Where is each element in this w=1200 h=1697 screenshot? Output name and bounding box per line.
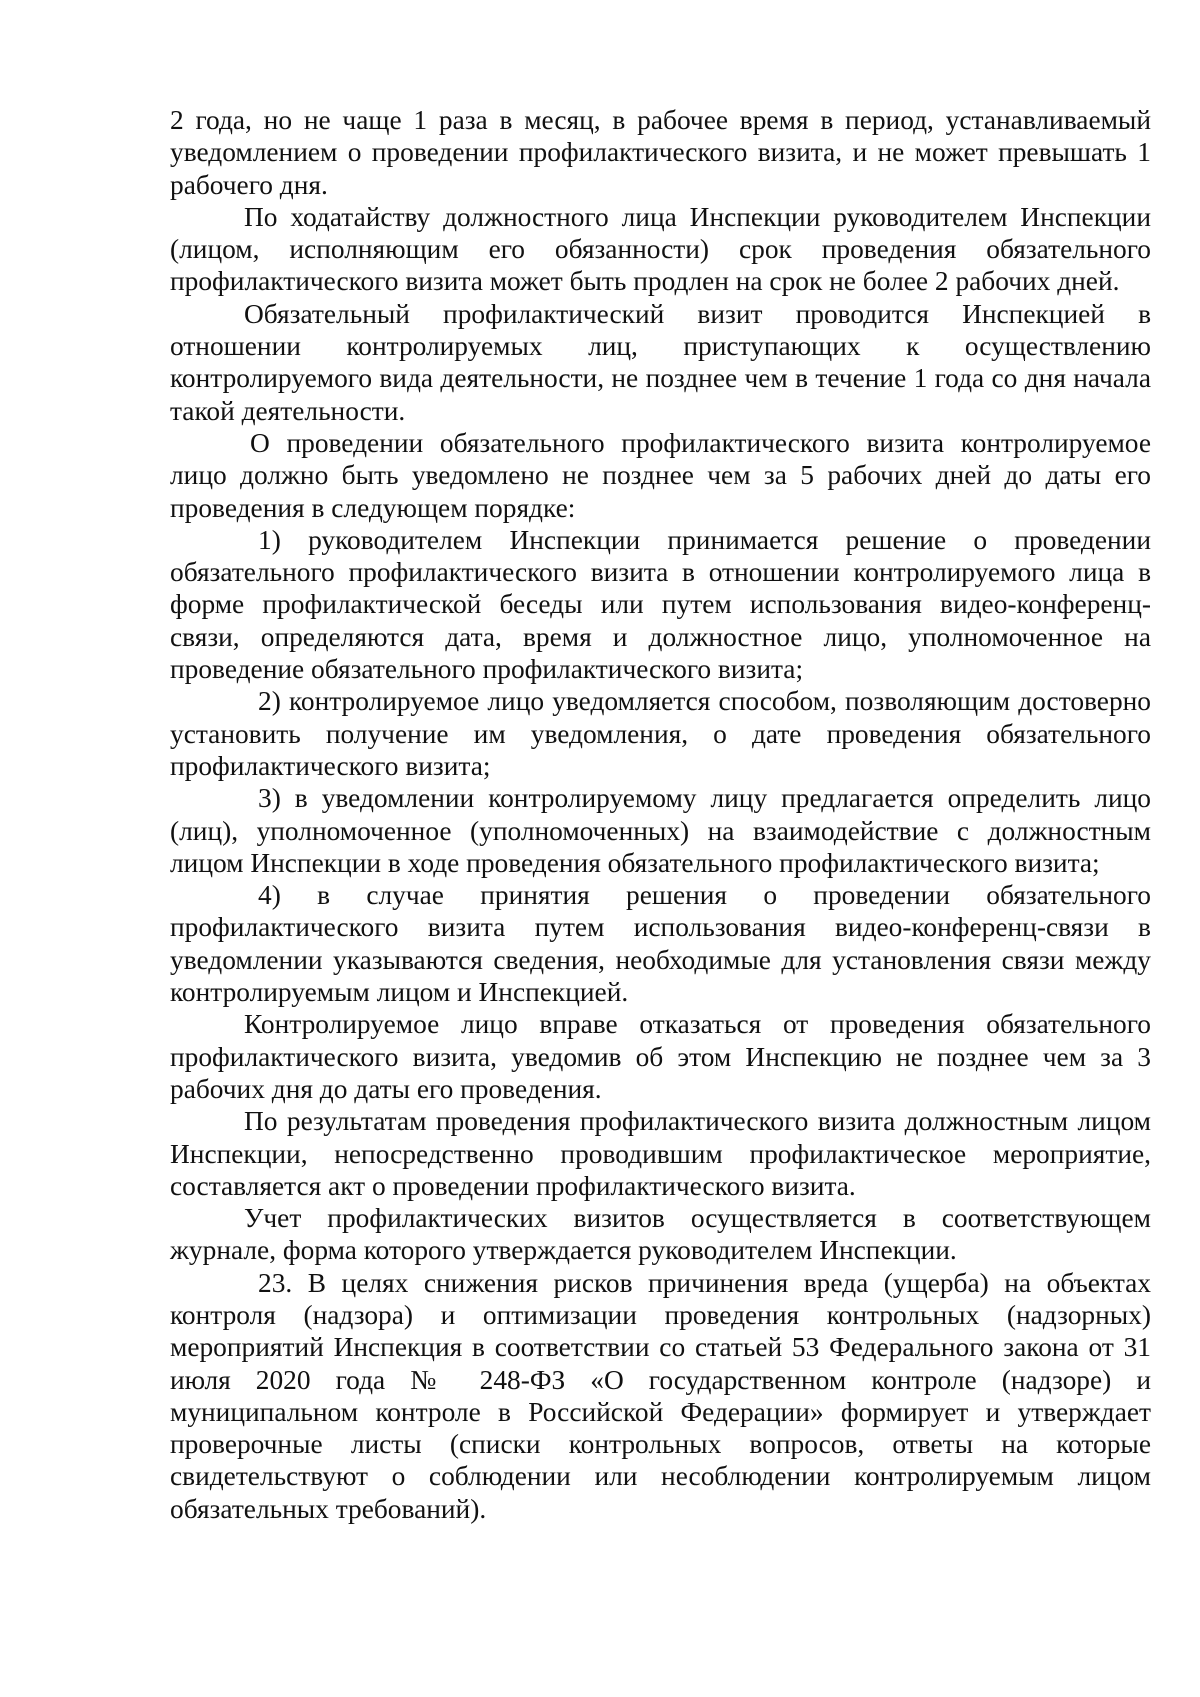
paragraph-journal: Учет профилактических визитов осуществляется в соответствующем журнале, форма которого утверждается руководителем Инспекции. [170, 1203, 1151, 1266]
paragraph-notification: О проведении обязательного профилактического визита контролируемое лицо должно быть уведомлено не позднее чем за 5 рабочих дней до даты его проведения в следующем порядке: [170, 427, 1151, 523]
list-item-1: 1) руководителем Инспекции принимается решение о проведении обязательного профилактического визита в отношении контролируемого лица в форме профилактической беседы или путем использования видео-конференц-связи, определяются дата, время и должностное лицо, уполномоченное на проведение обязательного профилактического визита; [170, 524, 1151, 685]
paragraph-act: По результатам проведения профилактического визита должностным лицом Инспекции, непосредственно проводившим профилактическое мероприятие, составляется акт о проведении профилактического визита. [170, 1106, 1151, 1201]
list-item-2: 2) контролируемое лицо уведомляется способом, позволяющим достоверно установить получение им уведомления, о дате проведения обязательного профилактического визита; [170, 686, 1151, 781]
paragraph-extension: По ходатайству должностного лица Инспекции руководителем Инспекции (лицом, исполняющим его обязанности) срок проведения обязательного профилактического визита может быть продлен на срок не более 2 рабочих дней. [170, 201, 1151, 297]
paragraph-mandatory-visit: Обязательный профилактический визит проводится Инспекцией в отношении контролируемых лиц, приступающих к осуществлению контролируемого вида деятельности, не позднее чем в течение 1 года со дня начала такой деятельности. [170, 298, 1151, 426]
list-item-4: 4) в случае принятия решения о проведении обязательного профилактического визита путем использования видео-конференц-связи в уведомлении указываются сведения, необходимые для установления связи между контролируемым лицом и Инспекцией. [170, 880, 1151, 1008]
paragraph-refusal: Контролируемое лицо вправе отказаться от проведения обязательного профилактического визита, уведомив об этом Инспекцию не позднее чем за 3 рабочих дня до даты его проведения. [170, 1009, 1151, 1104]
paragraph-continuation: 2 года, но не чаще 1 раза в месяц, в рабочее время в период, устанавливаемый уведомлением о проведении профилактического визита, и не может превышать 1 рабочего дня. [170, 105, 1151, 200]
list-item-3: 3) в уведомлении контролируемому лицу предлагается определить лицо (лиц), уполномоченное (уполномоченных) на взаимодействие с должностным лицом Инспекции в ходе проведения обязательного профилактического визита; [170, 783, 1151, 878]
paragraph-section-23: 23. В целях снижения рисков причинения вреда (ущерба) на объектах контроля (надзора) и оптимизации проведения контрольных (надзорных) мероприятий Инспекция в соответствии со статьей 53 Федерального закона от 31 июля 2020 года № 248-ФЗ «О государственном контроле (надзоре) и муниципальном контроле в Российской Федерации» формирует и утверждает проверочные листы (списки контрольных вопросов, ответы на которые свидетельствуют о соблюдении или несоблюдении контролируемым лицом обязательных требований). [170, 1267, 1151, 1524]
document-page [170, 104, 1151, 1525]
